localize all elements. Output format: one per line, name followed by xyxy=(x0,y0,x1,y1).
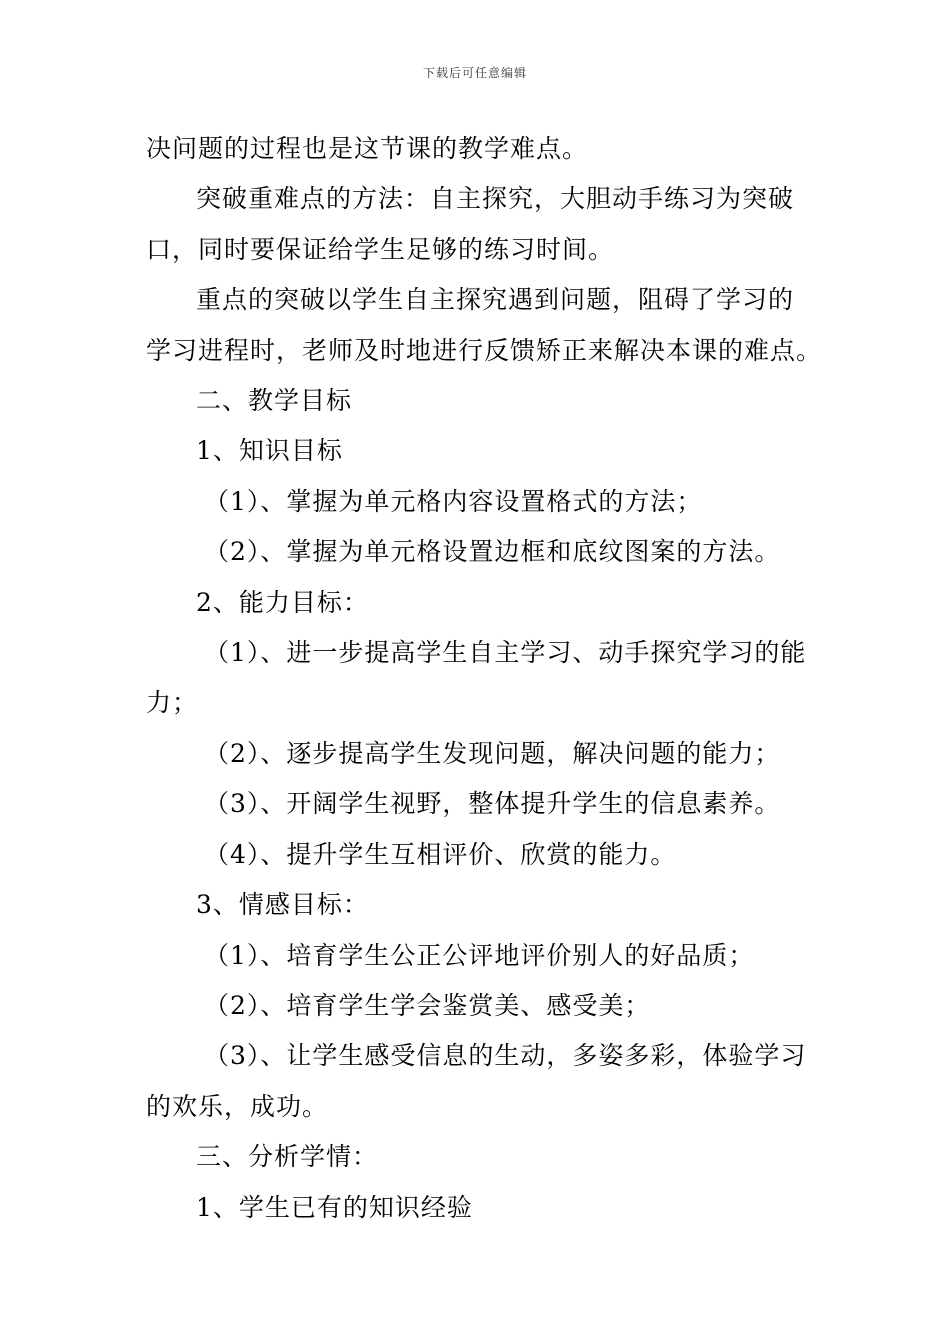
paragraph-line: 决问题的过程也是这节课的教学难点。 xyxy=(146,134,589,163)
section-heading: 二、教学目标 xyxy=(196,386,353,416)
subsection-heading: 1、学生已有的知识经验 xyxy=(196,1192,473,1222)
list-item: （3）、让学生感受信息的生动，多姿多彩，体验学习 xyxy=(204,1041,807,1071)
section-heading: 三、分析学情： xyxy=(196,1142,379,1172)
list-item: （1）、掌握为单元格内容设置格式的方法； xyxy=(204,486,703,516)
paragraph-line: 学习进程时，老师及时地进行反馈矫正来解决本课的难点。 xyxy=(146,335,823,365)
subsection-heading: 1、知识目标 xyxy=(196,436,343,466)
paragraph-line: 口，同时要保证给学生足够的练习时间。 xyxy=(146,234,615,264)
list-item: （1）、培育学生公正公评地评价别人的好品质； xyxy=(204,940,755,970)
list-item: （4）、提升学生互相评价、欣赏的能力。 xyxy=(204,839,677,869)
list-item: （2）、掌握为单元格设置边框和底纹图案的方法。 xyxy=(204,537,781,567)
list-item: （2）、培育学生学会鉴赏美、感受美； xyxy=(204,990,651,1020)
list-item: （3）、开阔学生视野，整体提升学生的信息素养。 xyxy=(204,789,781,819)
list-item-continuation: 力； xyxy=(146,688,199,718)
list-item: （1）、进一步提高学生自主学习、动手探究学习的能 xyxy=(204,638,807,668)
document-body xyxy=(146,124,823,1233)
page-header-note: 下载后可任意编辑 xyxy=(422,66,527,80)
paragraph-line: 重点的突破以学生自主探究遇到问题，阻碍了学习的 xyxy=(196,285,795,315)
paragraph-line: 突破重难点的方法：自主探究，大胆动手练习为突破 xyxy=(196,184,795,214)
subsection-heading: 3、情感目标： xyxy=(196,890,369,920)
subsection-heading: 2、能力目标： xyxy=(196,587,369,617)
list-item: （2）、逐步提高学生发现问题，解决问题的能力； xyxy=(204,738,781,768)
list-item-continuation: 的欢乐，成功。 xyxy=(146,1091,329,1121)
